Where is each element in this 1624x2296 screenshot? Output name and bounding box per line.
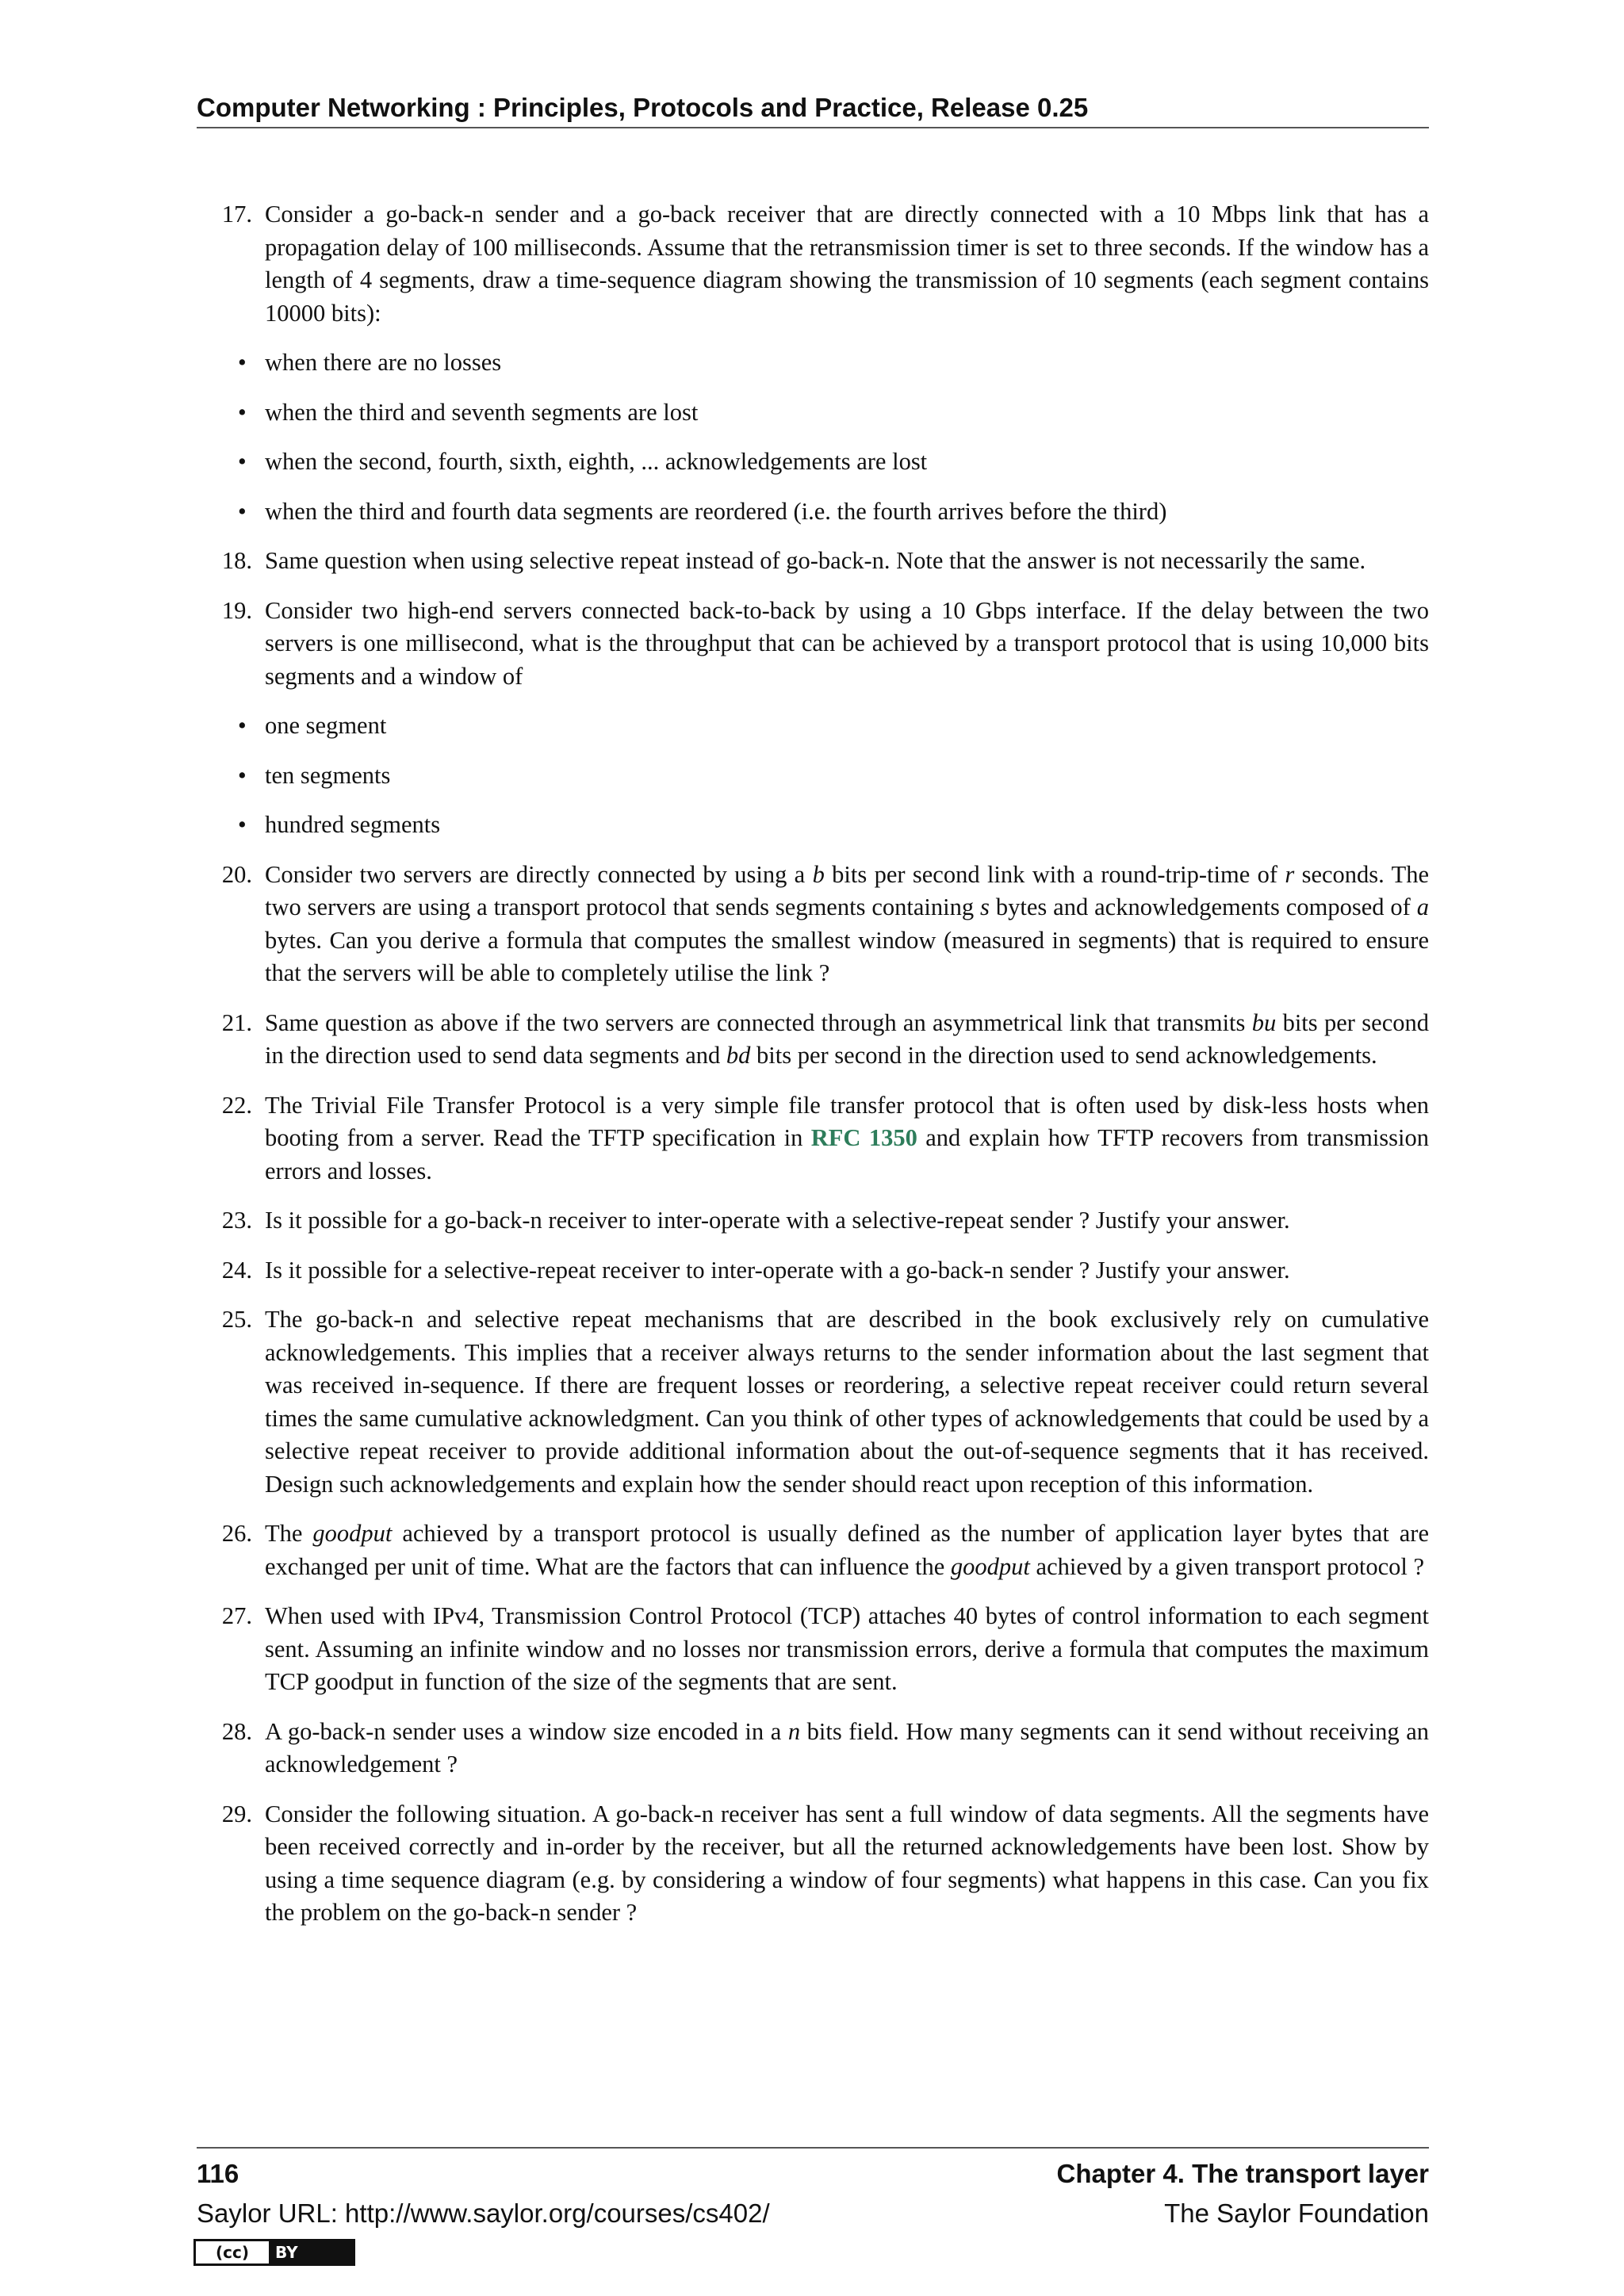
bullet-icon: •	[238, 349, 247, 376]
publisher: The Saylor Foundation	[1164, 2198, 1429, 2228]
exercise-text: Consider two servers are directly connected by using a b bits per second link with a round-trip-time of r seconds. The two servers are using a transport protocol that sends segments containing s bytes and acknowledgements composed of a bytes. Can you derive a formula that computes the smallest window (measured in segments) that is required to ensure that the servers will be able to completely utilise the link ?	[265, 860, 1429, 986]
exercise-number: 23.	[221, 1207, 252, 1234]
variable: s	[980, 894, 990, 920]
variable: b	[812, 860, 825, 888]
list-item-text: when there are no losses	[265, 349, 502, 376]
exercise-number: 18.	[221, 547, 252, 574]
exercise-number: 19.	[221, 596, 252, 624]
exercise-20	[197, 859, 1429, 990]
exercise-25	[197, 1303, 1429, 1501]
exercise-number: 28.	[221, 1717, 252, 1745]
exercise-number: 29.	[221, 1800, 252, 1827]
exercise-number: 22.	[221, 1091, 252, 1119]
variable: r	[1285, 860, 1295, 888]
exercise-number: 21.	[221, 1008, 252, 1036]
bullet-icon: •	[238, 398, 247, 426]
variable: bu	[1251, 1008, 1277, 1036]
variable: n	[787, 1717, 801, 1745]
exercise-text: The Trivial File Transfer Protocol is a very simple file transfer protocol that is often used by disk-less hosts when booting from a server. Read the TFTP specification in RFC 1350 and explain how TFTP recovers from transmission errors and losses.	[265, 1091, 1430, 1184]
exercise-text: Same question as above if the two servers are connected through an asymmetrical link that transmits bu bits per second in the direction used to send data segments and bd bits per second in the direction used to send acknowledgements.	[265, 1008, 1429, 1069]
saylor-url: Saylor URL: http://www.saylor.org/courses/cs402/	[197, 2198, 770, 2228]
exercise-27	[197, 1600, 1429, 1699]
exercise-number: 24.	[221, 1256, 252, 1284]
list-item	[197, 346, 1429, 380]
exercise-28	[197, 1716, 1429, 1781]
exercise-list	[197, 198, 1429, 1946]
exercise-number: 17.	[221, 201, 252, 228]
exercise-19	[197, 595, 1429, 694]
cc-by-license-badge	[193, 2239, 355, 2266]
exercise-text: The go-back-n and selective repeat mechanisms that are described in the book exclusively rely on cumulative acknowledgements. This implies that a receiver always returns to the sender information about the last segment that was received in-sequence. If there are frequent losses or reordering, a selective repeat receiver could return several times the same cumulative acknowledgment. Can you think of other types of acknowledgements that could be used by a selective repeat receiver to provide additional information about the out-of-sequence segments that it has received. Design such acknowledgements and explain how the sender should react upon reception of this information.	[265, 1306, 1429, 1498]
exercise-number: 26.	[221, 1520, 252, 1547]
list-item-text: hundred segments	[265, 811, 441, 838]
exercise-text: A go-back-n sender uses a window size encoded in a n bits field. How many segments can it send without receiving an acknowledgement ?	[265, 1717, 1429, 1777]
chapter-title: Chapter 4. The transport layer	[1056, 2159, 1429, 2188]
emphasis: goodput	[950, 1552, 1030, 1580]
list-item-text: ten segments	[265, 761, 391, 789]
list-item-text: when the third and fourth data segments are reordered (i.e. the fourth arrives before the third)	[265, 497, 1167, 525]
cc-icon: (cc)	[196, 2241, 269, 2263]
bullet-icon: •	[238, 448, 247, 475]
exercise-26	[197, 1517, 1429, 1583]
variable: a	[1416, 894, 1429, 920]
rfc-1350-link[interactable]: RFC 1350	[810, 1124, 917, 1151]
running-header: Computer Networking : Principles, Protocols and Practice, Release 0.25	[197, 90, 1429, 128]
list-item-text: when the third and seventh segments are lost	[265, 398, 699, 426]
by-icon: BY	[269, 2241, 353, 2263]
list-item	[197, 710, 1429, 743]
bullet-icon: •	[238, 811, 247, 838]
list-item	[197, 809, 1429, 842]
exercise-23	[197, 1204, 1429, 1238]
footer-divider	[197, 2147, 1429, 2149]
exercise-24	[197, 1254, 1429, 1288]
list-item	[197, 760, 1429, 793]
list-item	[197, 496, 1429, 529]
exercise-text: Consider the following situation. A go-back-n receiver has sent a full window of data segments. All the segments have been received correctly and in-order by the receiver, but all the returned acknowledgements have been lost. Show by using a time sequence diagram (e.g. by considering a window of four segments) what happens in this case. Can you fix the problem on the go-back-n sender ?	[265, 1800, 1429, 1926]
exercise-text: The goodput achieved by a transport protocol is usually defined as the number of application layer bytes that are exchanged per unit of time. What are the factors that can influence the goodput achieved by a given transport protocol ?	[265, 1520, 1429, 1580]
bullet-icon: •	[238, 497, 247, 525]
exercise-number: 25.	[221, 1306, 252, 1333]
emphasis: goodput	[312, 1520, 393, 1547]
variable: bd	[726, 1042, 751, 1069]
exercise-number: 27.	[221, 1602, 252, 1629]
exercise-text: Consider a go-back-n sender and a go-back receiver that are directly connected with a 10 Mbps link that has a propagation delay of 100 milliseconds. Assume that the retransmission timer is set to three seconds. If the window has a length of 4 segments, draw a time-sequence diagram showing the transmission of 10 segments (each segment contains 10000 bits):	[265, 201, 1429, 327]
exercise-22	[197, 1089, 1429, 1188]
exercise-text: Consider two high-end servers connected back-to-back by using a 10 Gbps interface. If the delay between the two servers is one millisecond, what is the throughput that can be achieved by a transport protocol that is using 10,000 bits segments and a window of	[265, 596, 1429, 690]
exercise-text: Is it possible for a selective-repeat receiver to inter-operate with a go-back-n sender ? Justify your answer.	[265, 1256, 1290, 1284]
page-number: 116	[197, 2159, 239, 2188]
exercise-text: Same question when using selective repeat instead of go-back-n. Note that the answer is not necessarily the same.	[265, 547, 1366, 574]
list-item-text: when the second, fourth, sixth, eighth, ... acknowledgements are lost	[265, 448, 928, 475]
list-item-text: one segment	[265, 712, 387, 739]
exercise-18	[197, 545, 1429, 578]
list-item	[197, 396, 1429, 430]
exercise-21	[197, 1007, 1429, 1073]
bullet-icon: •	[238, 712, 247, 739]
list-item	[197, 446, 1429, 479]
exercise-29	[197, 1798, 1429, 1930]
exercise-text: Is it possible for a go-back-n receiver to inter-operate with a selective-repeat sender ? Justify your answer.	[265, 1207, 1290, 1234]
exercise-17	[197, 198, 1429, 330]
bullet-icon: •	[238, 761, 247, 789]
exercise-number: 20.	[221, 860, 252, 888]
exercise-text: When used with IPv4, Transmission Control Protocol (TCP) attaches 40 bytes of control information to each segment sent. Assuming an infinite window and no losses nor transmission errors, derive a formula that computes the maximum TCP goodput in function of the size of the segments that are sent.	[265, 1602, 1429, 1695]
